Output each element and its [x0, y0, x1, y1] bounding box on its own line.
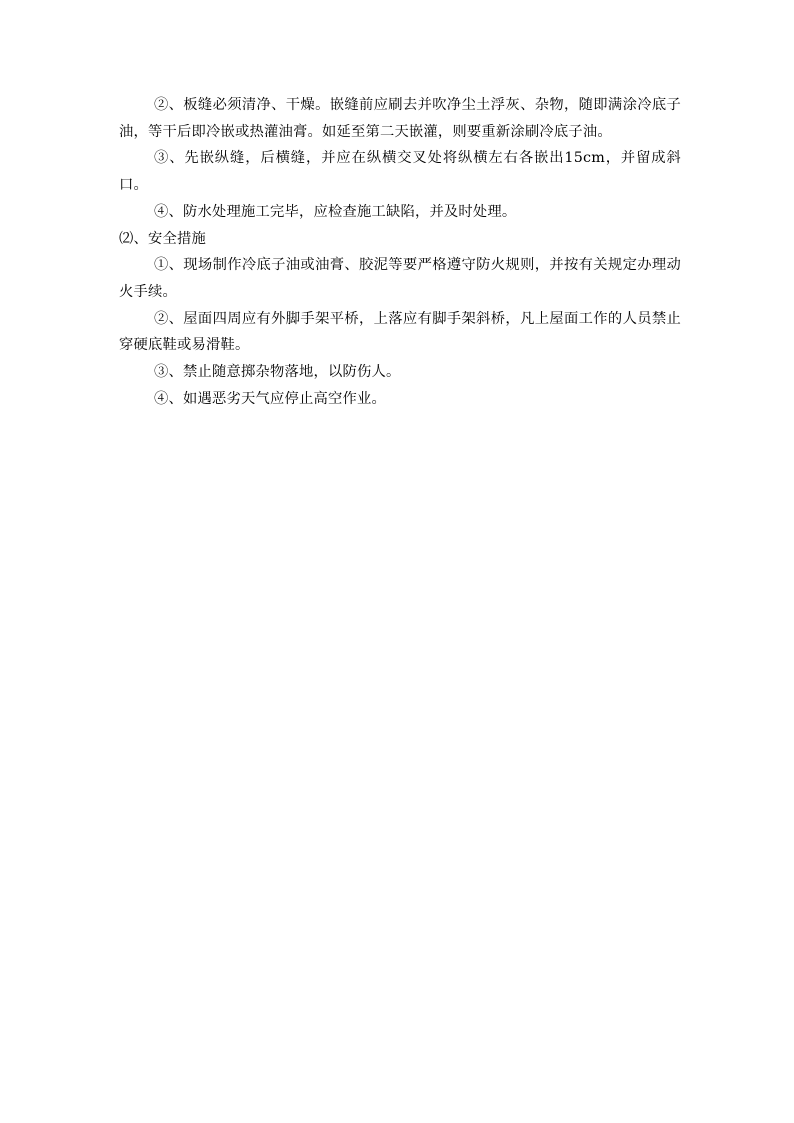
paragraph-seam-order: ③、先嵌纵缝，后横缝，并应在纵横交叉处将纵横左右各嵌出15cm，并留成斜口。 — [119, 150, 681, 194]
section-heading-safety: ⑵、安全措施 — [119, 230, 206, 247]
paragraph-defect-check: ④、防水处理施工完毕，应检查施工缺陷，并及时处理。 — [154, 203, 517, 220]
paragraph-bad-weather: ④、如遇恶劣天气应停止高空作业。 — [154, 390, 386, 407]
paragraph-scaffolding: ②、屋面四周应有外脚手架平桥，上落应有脚手架斜桥，凡上屋面工作的人员禁止穿硬底鞋或易滑鞋。 — [119, 310, 681, 354]
document-body — [119, 92, 681, 412]
paragraph-seam-cleaning: ②、板缝必须清净、干燥。嵌缝前应刷去并吹净尘土浮灰、杂物，随即满涂冷底子油，等干后即冷嵌或热灌油膏。如延至第二天嵌灌，则要重新涂刷冷底子油。 — [119, 97, 681, 140]
paragraph-fire-rules: ①、现场制作冷底子油或油膏、胶泥等要严格遵守防火规则，并按有关规定办理动火手续。 — [119, 257, 681, 300]
paragraph-no-throwing: ③、禁止随意掷杂物落地，以防伤人。 — [154, 364, 401, 381]
